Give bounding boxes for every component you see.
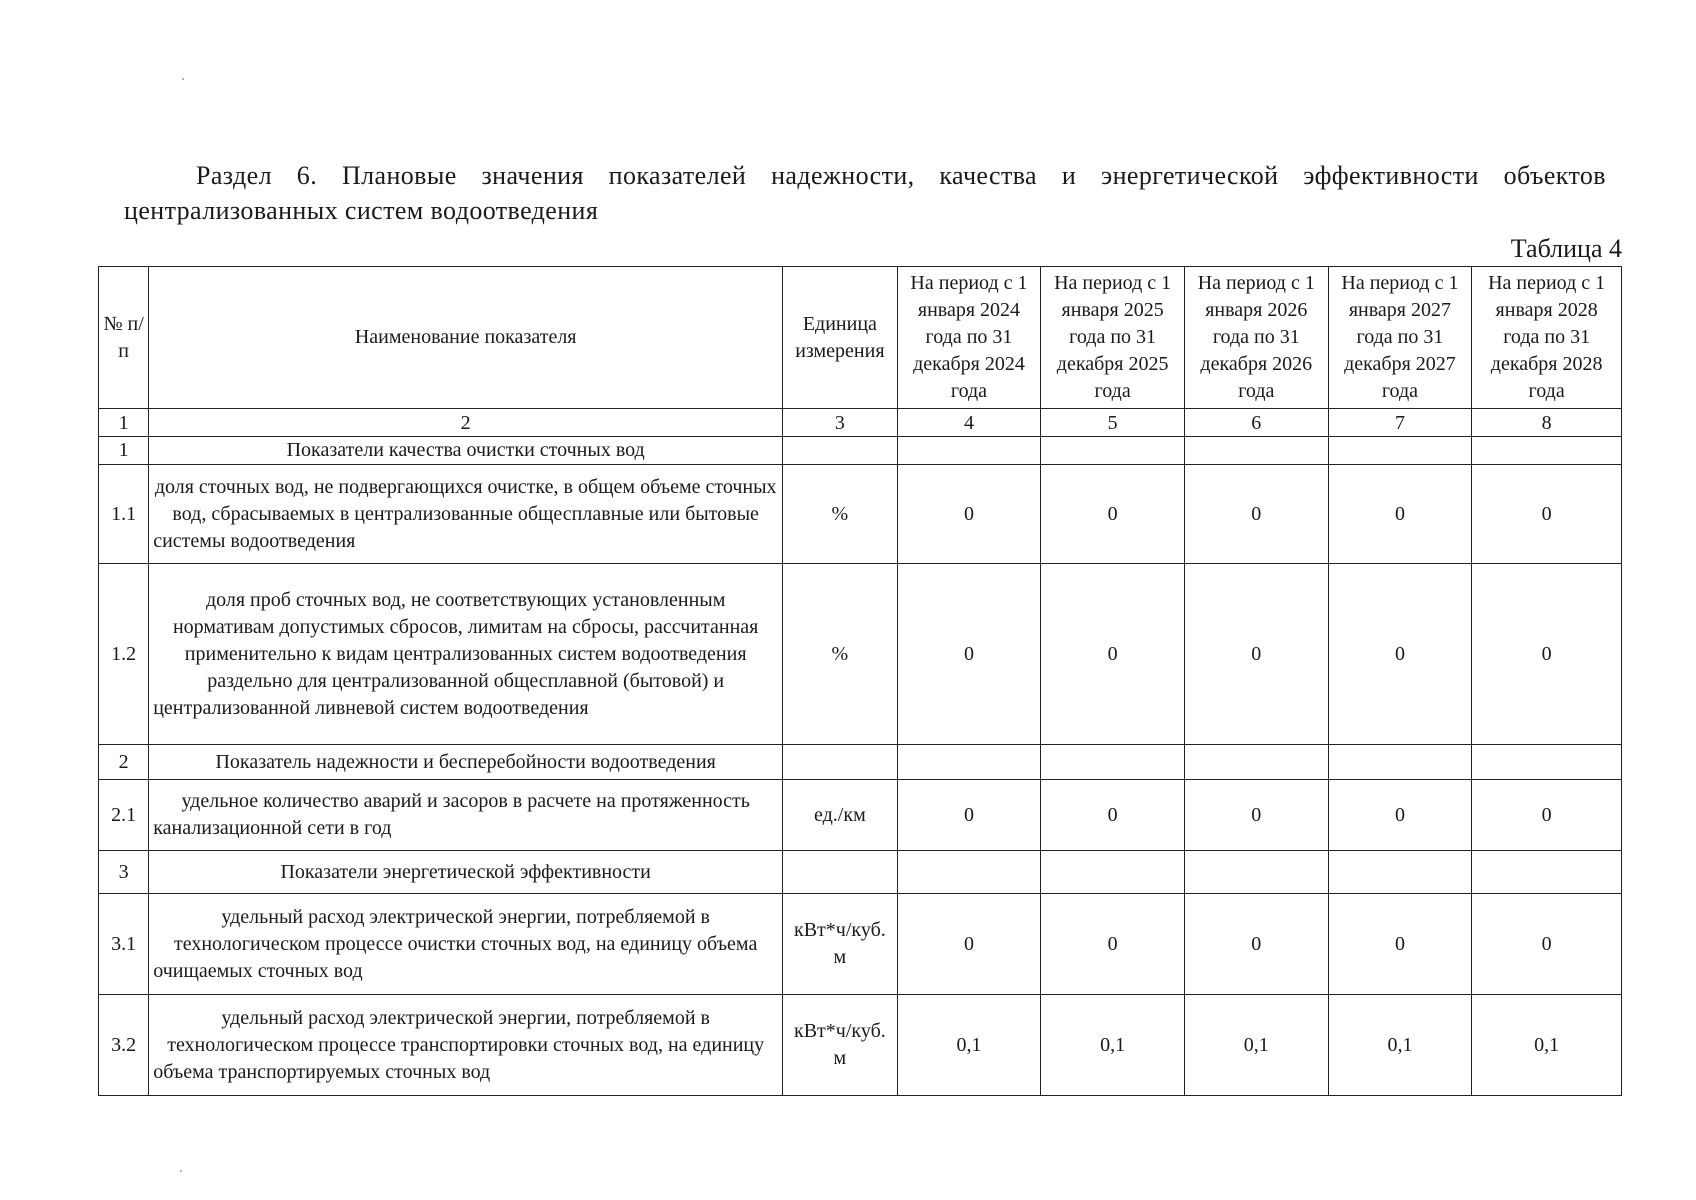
value-cell: 0 <box>1184 780 1328 851</box>
value-cell: 0 <box>1472 465 1622 564</box>
value-cell: 0 <box>1328 780 1472 851</box>
value-cell: 0,1 <box>1328 995 1472 1096</box>
table-row <box>99 564 1622 745</box>
empty-cell <box>1184 437 1328 465</box>
indicator-name: доля сточных вод, не подвергающихся очистке, в общем объеме сточных вод, сбрасываемых в централизованные общесплавные или бытовые системы водоотведения <box>149 465 783 564</box>
header-indicator-name: Наименование показателя <box>149 267 783 409</box>
indicator-name: удельный расход электрической энергии, потребляемой в технологическом процессе транспортировки сточных вод, на единицу объема транспортируемых сточных вод <box>149 995 783 1096</box>
empty-cell <box>783 851 898 894</box>
section-title: Показатель надежности и бесперебойности водоотведения <box>149 745 783 780</box>
empty-cell <box>1184 745 1328 780</box>
empty-cell <box>1328 745 1472 780</box>
unit-cell: кВт*ч/куб. м <box>783 995 898 1096</box>
empty-cell <box>783 745 898 780</box>
scan-speck <box>182 78 184 80</box>
value-cell: 0,1 <box>1472 995 1622 1096</box>
value-cell: 0 <box>1041 564 1185 745</box>
empty-cell <box>1472 851 1622 894</box>
section-row <box>99 851 1622 894</box>
indicators-table <box>98 266 1622 1096</box>
value-cell: 0 <box>1184 894 1328 995</box>
table-label: Таблица 4 <box>1510 234 1622 263</box>
value-cell: 0,1 <box>1184 995 1328 1096</box>
value-cell: 0 <box>897 564 1041 745</box>
value-cell: 0 <box>1041 894 1185 995</box>
empty-cell <box>1041 851 1185 894</box>
empty-cell <box>897 745 1041 780</box>
header-number: № п/п <box>99 267 149 409</box>
header-period-2025: На период с 1 января 2025 года по 31 декабря 2025 года <box>1041 267 1185 409</box>
value-cell: 0 <box>897 780 1041 851</box>
row-number: 3.1 <box>99 894 149 995</box>
empty-cell <box>1328 851 1472 894</box>
value-cell: 0 <box>1328 465 1472 564</box>
row-number: 1.2 <box>99 564 149 745</box>
section-title: Показатели энергетической эффективности <box>149 851 783 894</box>
row-number: 2 <box>99 745 149 780</box>
column-number: 6 <box>1184 409 1328 437</box>
unit-cell: % <box>783 564 898 745</box>
header-unit: Единица измерения <box>783 267 898 409</box>
section-heading: Раздел 6. Плановые значения показателей надежности, качества и энергетической эффективности объектов централизованных систем водоотведения <box>124 161 1606 225</box>
indicator-name: доля проб сточных вод, не соответствующих установленным нормативам допустимых сбросов, лимитам на сбросы, рассчитанная применительно к видам централизованных систем водоотведения раздельно для централизованной общесплавной (бытовой) и централизованной ливневой систем водоотведения <box>149 564 783 745</box>
indicator-name: удельное количество аварий и засоров в расчете на протяженность канализационной сети в год <box>149 780 783 851</box>
value-cell: 0 <box>897 465 1041 564</box>
section-title: Показатели качества очистки сточных вод <box>149 437 783 465</box>
empty-cell <box>1472 437 1622 465</box>
table-row <box>99 995 1622 1096</box>
value-cell: 0 <box>1328 894 1472 995</box>
header-period-2026: На период с 1 января 2026 года по 31 декабря 2026 года <box>1184 267 1328 409</box>
header-period-2028: На период с 1 января 2028 года по 31 декабря 2028 года <box>1472 267 1622 409</box>
header-period-2024: На период с 1 января 2024 года по 31 декабря 2024 года <box>897 267 1041 409</box>
value-cell: 0 <box>1328 564 1472 745</box>
unit-cell: ед./км <box>783 780 898 851</box>
empty-cell <box>1184 851 1328 894</box>
column-number: 8 <box>1472 409 1622 437</box>
table-row <box>99 780 1622 851</box>
empty-cell <box>783 437 898 465</box>
empty-cell <box>1041 745 1185 780</box>
unit-cell: % <box>783 465 898 564</box>
row-number: 1 <box>99 437 149 465</box>
empty-cell <box>897 437 1041 465</box>
value-cell: 0 <box>1041 465 1185 564</box>
row-number: 3 <box>99 851 149 894</box>
section-row <box>99 437 1622 465</box>
column-number: 2 <box>149 409 783 437</box>
value-cell: 0 <box>1472 894 1622 995</box>
header-period-2027: На период с 1 января 2027 года по 31 декабря 2027 года <box>1328 267 1472 409</box>
value-cell: 0 <box>1184 564 1328 745</box>
value-cell: 0 <box>1041 780 1185 851</box>
unit-cell: кВт*ч/куб. м <box>783 894 898 995</box>
column-numbers-row <box>99 409 1622 437</box>
scan-speck <box>180 1170 182 1172</box>
table-row <box>99 894 1622 995</box>
indicator-name: удельный расход электрической энергии, потребляемой в технологическом процессе очистки сточных вод, на единицу объема очищаемых сточных вод <box>149 894 783 995</box>
row-number: 3.2 <box>99 995 149 1096</box>
empty-cell <box>1041 437 1185 465</box>
empty-cell <box>1472 745 1622 780</box>
value-cell: 0 <box>1472 564 1622 745</box>
row-number: 1.1 <box>99 465 149 564</box>
column-number: 7 <box>1328 409 1472 437</box>
table-row <box>99 465 1622 564</box>
column-number: 4 <box>897 409 1041 437</box>
value-cell: 0 <box>1472 780 1622 851</box>
column-number: 5 <box>1041 409 1185 437</box>
value-cell: 0 <box>1184 465 1328 564</box>
value-cell: 0,1 <box>1041 995 1185 1096</box>
column-number: 1 <box>99 409 149 437</box>
section-row <box>99 745 1622 780</box>
column-number: 3 <box>783 409 898 437</box>
value-cell: 0,1 <box>897 995 1041 1096</box>
empty-cell <box>1328 437 1472 465</box>
empty-cell <box>897 851 1041 894</box>
row-number: 2.1 <box>99 780 149 851</box>
value-cell: 0 <box>897 894 1041 995</box>
